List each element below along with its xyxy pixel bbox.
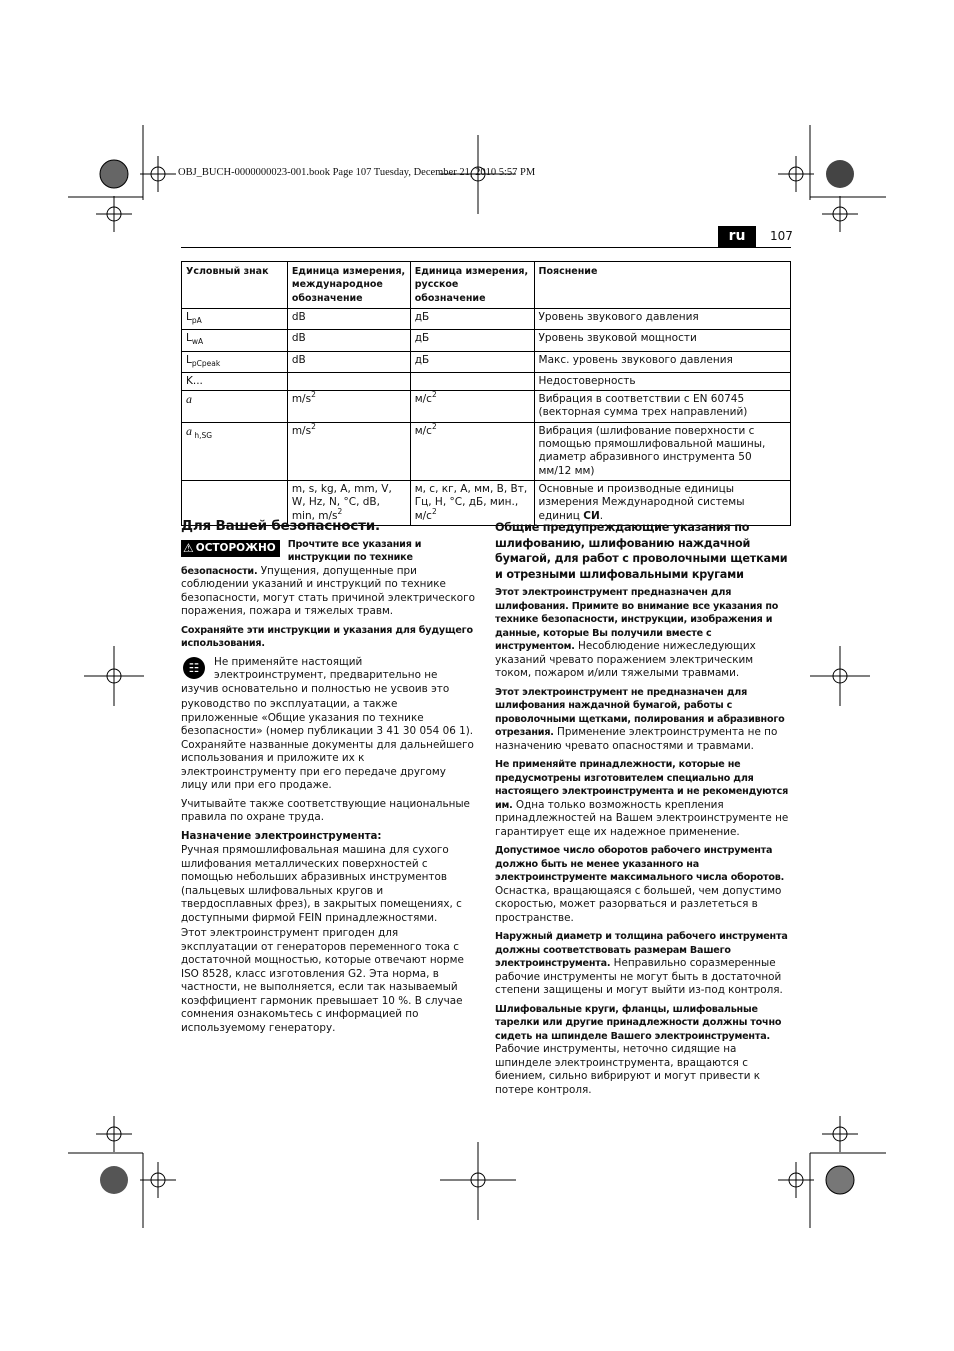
description-cell: Уровень звукового давления bbox=[534, 309, 790, 330]
description-cell: Недостоверность bbox=[534, 372, 790, 390]
generator-text: Этот электроинструмент пригоден для эксплуатации от генераторов переменного тока с достаточной мощностью, которые отвечают норме ISO 8528, класс изготовления G2. Эта норма, в частности, не выполняется, если так называемый коэффициент гармоник превышает 10 %. В случае сомнения ознакомьтесь с информацией по используемому генератору. bbox=[181, 927, 464, 1034]
table-header-cell: Единица измерения, международное обозначение bbox=[287, 262, 410, 309]
symbol-cell: a bbox=[182, 391, 288, 423]
symbol-cell: K... bbox=[182, 372, 288, 390]
table-header-cell: Пояснение bbox=[534, 262, 790, 309]
description-cell: Вибрация (шлифование поверхности с помощью прямошлифовальной машины, диаметр абразивного инструмента 50 мм/12 мм) bbox=[534, 422, 790, 480]
list-item: Этот электроинструмент предназначен для шлифования. Примите во внимание все указания по технике безопасности, инструкции, изображения и данные, которые Вы получили вместе с инструментом. Несоблюдение нижеследующих указаний чревато поражением электрическим током, пожаром и/или тяжелыми травмами. bbox=[495, 587, 779, 679]
table-row bbox=[182, 351, 791, 372]
intl-unit-cell bbox=[287, 372, 410, 390]
intl-unit-cell: m, s, kg, A, mm, V, W, Hz, N, °C, dB, min, $m/s^2$ bbox=[287, 480, 410, 525]
intl-unit-cell: $m/s^2$ bbox=[287, 422, 410, 480]
intl-unit-cell: dB bbox=[287, 351, 410, 372]
table-row bbox=[182, 422, 791, 480]
ru-unit-cell: $м/с^2$ bbox=[410, 422, 534, 480]
description-cell: Уровень звуковой мощности bbox=[534, 330, 790, 351]
left-column bbox=[181, 520, 475, 1040]
table-row bbox=[182, 330, 791, 351]
table-header-row bbox=[182, 262, 791, 309]
purpose-title: Назначение электроинструмента: bbox=[181, 830, 382, 842]
list-item: Этот электроинструмент не предназначен для шлифования наждачной бумагой, работы с проволочными щетками, полирования и абразивного отрезания. Применение электроинструмента не по назначению чревато опасностями и травмами. bbox=[495, 686, 785, 752]
description-cell: Вибрация в соответствии с EN 60745 (векторная сумма трех направлений) bbox=[534, 391, 790, 423]
intl-unit-cell: $m/s^2$ bbox=[287, 391, 410, 423]
list-item: Не применяйте принадлежности, которые не предусмотрены изготовителем специально для настоящего электроинструмента и не рекомендуются им. Одна только возможность крепления принадлежностей на Вашем электроинструменте не гарантирует еще их надежное применение. bbox=[495, 759, 789, 838]
intl-unit-cell: dB bbox=[287, 330, 410, 351]
description-cell: Макс. уровень звукового давления bbox=[534, 351, 790, 372]
warning-triangle-icon: ⚠ bbox=[183, 540, 194, 555]
file-info: OBJ_BUCH-0000000023-001.book Page 107 Tuesday, December 21, 2010 5:57 PM bbox=[178, 167, 536, 178]
header-rule bbox=[181, 247, 791, 248]
warning-paragraph: ⚠ ОСТОРОЖНО Прочтите все указания и инструкции по технике безопасности. Упущения, допущенные при соблюдении указаний и инструкций по технике безопасности, могут стать причиной электрического поражения, пожара и тяжелых травм. bbox=[181, 538, 475, 617]
language-badge: ru bbox=[718, 226, 756, 247]
list-item: Шлифовальные круги, фланцы, шлифовальные тарелки или другие принадлежности должны точно сидеть на шпинделе Вашего электроинструмента. Рабочие инструменты, неточно сидящие на шпинделе электроинструмента, вращаются с биением, сильно вибрируют и могут привести к потере контроля. bbox=[495, 1003, 782, 1096]
table-row bbox=[182, 391, 791, 423]
ru-unit-cell: $м/с^2$ bbox=[410, 391, 534, 423]
ru-unit-cell: м, с, кг, А, мм, В, Вт, Гц, Н, °C, дБ, мин., $м/с^2$ bbox=[410, 480, 534, 525]
table-row bbox=[182, 372, 791, 390]
ru-unit-cell: дБ bbox=[410, 309, 534, 330]
national-rules: Учитывайте также соответствующие национальные правила по охране труда. bbox=[181, 797, 470, 823]
keep-instructions: Сохраняйте эти инструкции и указания для будущего использования. bbox=[181, 624, 473, 649]
table-header-cell: Условный знак bbox=[182, 262, 288, 309]
ru-unit-cell bbox=[410, 372, 534, 390]
warning-badge: ⚠ ОСТОРОЖНО bbox=[181, 540, 280, 557]
section-title: Для Вашей безопасности. bbox=[181, 518, 380, 534]
list-item: Наружный диаметр и толщина рабочего инструмента должны соответствовать размерам Вашего электроинструмента. Неправильно соразмеренные рабочие инструменты не могут быть в достаточной степени защищены и могут выйти из-под контроля. bbox=[495, 931, 788, 996]
description-cell: Основные и производные единицы измерения Международной системы единиц СИ. bbox=[534, 480, 790, 525]
units-table bbox=[181, 261, 791, 526]
purpose-text: Ручная прямошлифовальная машина для сухого шлифования металлических поверхностей с помощью небольших абразивных инструментов (пальцевых шлифовальных кругов и твердосплавных фрез), в закрытых помещениях, с доступными фирмой FEIN принадлежностями. bbox=[181, 844, 462, 924]
ru-unit-cell: дБ bbox=[410, 351, 534, 372]
section-title: Общие предупреждающие указания по шлифованию, шлифованию наждачной бумагой, для работ с проволочными щетками и отрезными шлифовальными кругами bbox=[495, 521, 788, 581]
symbol-cell: $L_{pCpeak}$ bbox=[182, 351, 288, 372]
right-column bbox=[495, 520, 792, 1102]
page-number: 107 bbox=[770, 229, 793, 243]
symbol-cell: $L_{pA}$ bbox=[182, 309, 288, 330]
list-item: Допустимое число оборотов рабочего инструмента должно быть не менее указанного на электроинструменте максимального числа оборотов. Оснастка, вращающаяся с большей, чем допустимо скоростью, может разорваться и разлететься в пространстве. bbox=[495, 845, 785, 924]
read-manual-icon: ☷ bbox=[183, 657, 205, 679]
symbol-cell: a $_{h,SG}$ bbox=[182, 422, 288, 480]
table-header-cell: Единица измерения, русское обозначение bbox=[410, 262, 534, 309]
table-row bbox=[182, 309, 791, 330]
ru-unit-cell: дБ bbox=[410, 330, 534, 351]
symbol-cell: $L_{wA}$ bbox=[182, 330, 288, 351]
manual-paragraph-cont: руководство по эксплуатации, а также приложенные «Общие указания по технике безопасности» (номер публикации 3 41 30 054 06 1). Сохраняйте названные документы для дальнейшего использования и приложите их к электроинструменту при его передаче другому лицу или при его продаже. bbox=[181, 698, 474, 791]
manual-paragraph: ☷ Не применяйте настоящий электроинструмент, предварительно не изучив основательно и полностью не усвоив это bbox=[181, 655, 450, 695]
intl-unit-cell: dB bbox=[287, 309, 410, 330]
